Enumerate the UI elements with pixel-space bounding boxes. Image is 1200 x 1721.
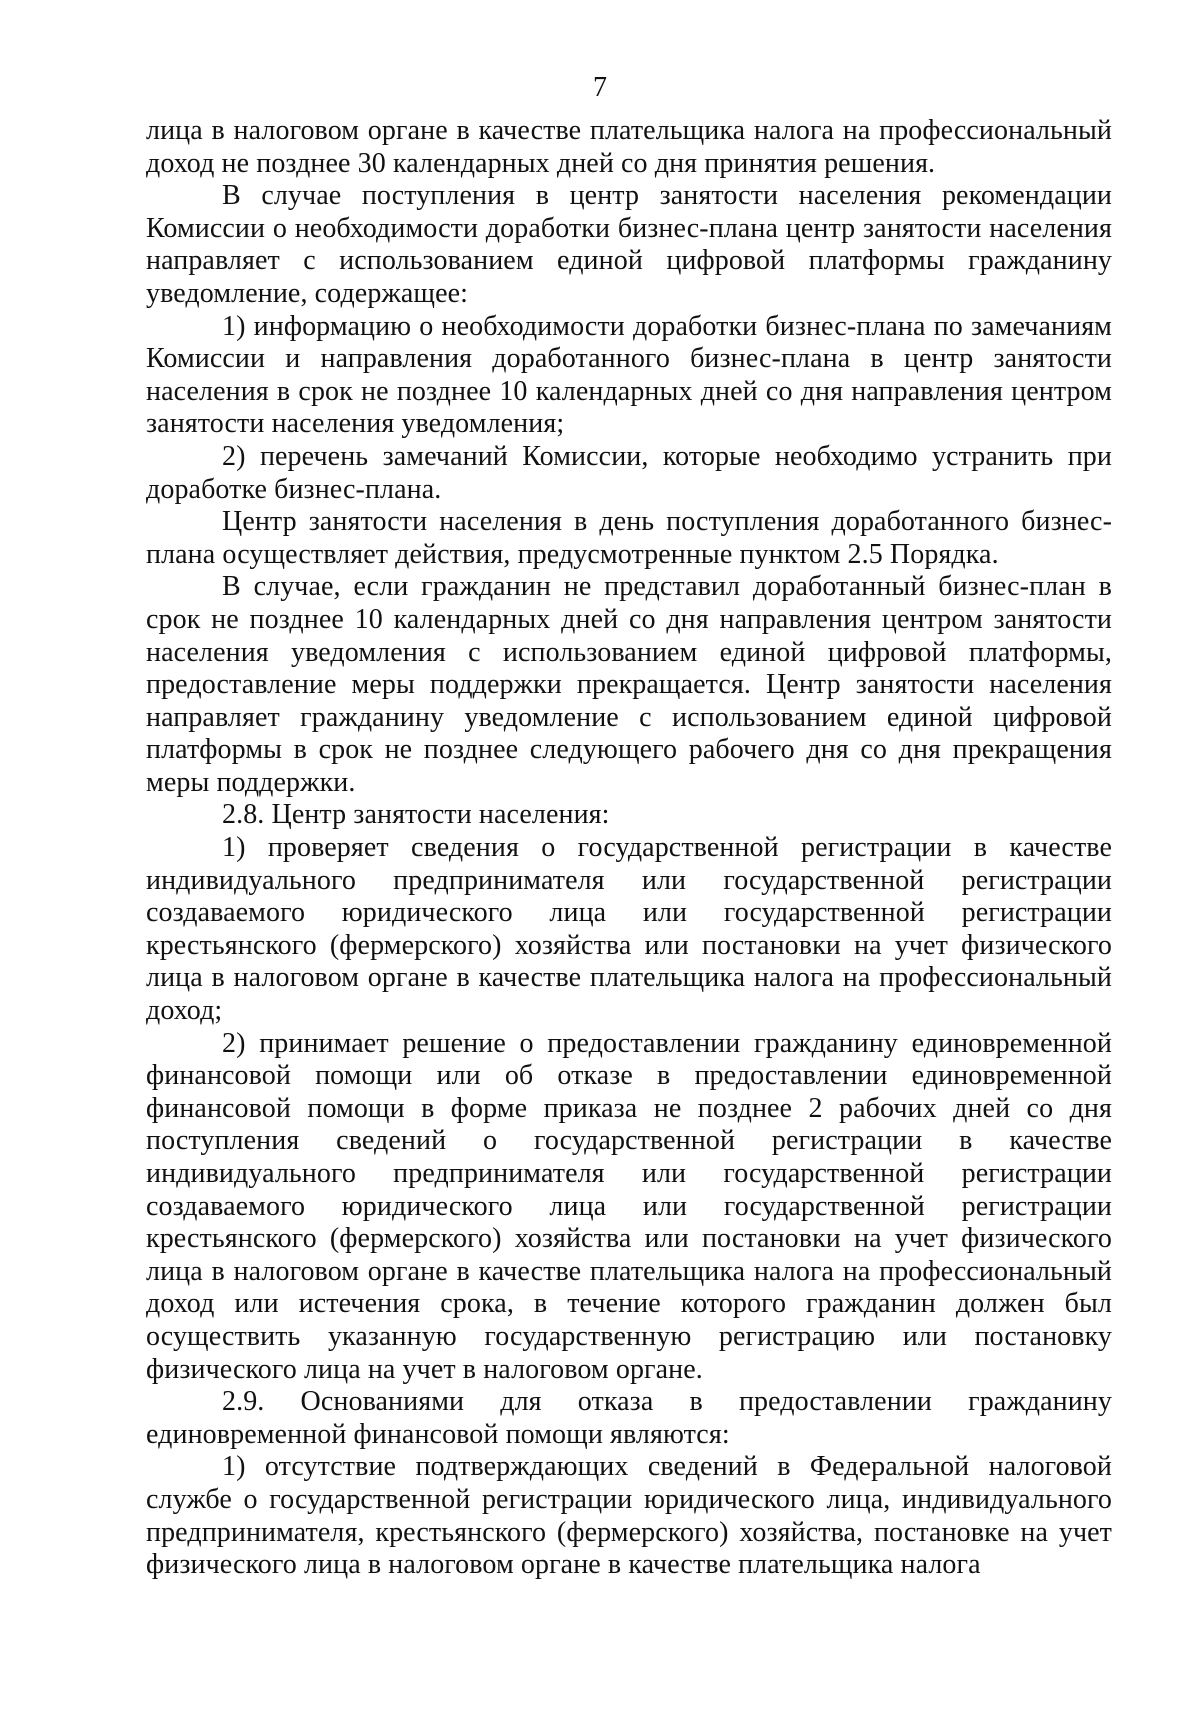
paragraph-revised-plan-action: Центр занятости населения в день поступления доработанного бизнес-плана осуществляет действия, предусмотренные пунктом 2.5 Порядка. [146, 506, 1112, 570]
paragraph-termination: В случае, если гражданин не представил доработанный бизнес-план в срок не позднее 10 календарных дней со дня направления центром занятости населения уведомления с использованием единой цифровой платформы, предоставление меры поддержки прекращается. Центр занятости населения направляет гражданину уведомление с использованием единой цифровой платформы в срок не позднее следующего рабочего дня со дня прекращения меры поддержки. [146, 571, 1112, 798]
paragraph-2-9-item-1: 1) отсутствие подтверждающих сведений в Федеральной налоговой службе о государственной регистрации юридического лица, индивидуального предпринимателя, крестьянского (фермерского) хозяйства, постановке на учет физического лица в налоговом органе в качестве плательщика налога [146, 1451, 1112, 1581]
paragraph-list-item-2: 2) перечень замечаний Комиссии, которые необходимо устранить при доработке бизнес-плана. [146, 440, 1112, 505]
paragraph-revision-notice: В случае поступления в центр занятости населения рекомендации Комиссии о необходимости доработки бизнес-плана центр занятости населения направляет с использованием единой цифровой платформы гражданину уведомление, содержащее: [146, 180, 1112, 309]
paragraph-continuation: лица в налоговом органе в качестве плательщика налога на профессиональный доход не позднее 30 календарных дней со дня принятия решения. [146, 115, 1112, 179]
paragraph-section-2-9: 2.9. Основаниями для отказа в предоставлении гражданину единовременной финансовой помощи являются: [146, 1386, 1112, 1450]
paragraph-section-2-8: 2.8. Центр занятости населения: [222, 799, 610, 831]
paragraph-list-item-1: 1) информацию о необходимости доработки бизнес-плана по замечаниям Комиссии и направления доработанного бизнес-плана в центр занятости населения в срок не позднее 10 календарных дней со дня направления центром занятости населения уведомления; [146, 310, 1112, 440]
document-body [146, 115, 1112, 1582]
page-number: 7 [593, 72, 607, 103]
paragraph-2-8-item-2: 2) принимает решение о предоставлении гражданину единовременной финансовой помощи или об отказе в предоставлении единовременной финансовой помощи в форме приказа не позднее 2 рабочих дней со дня поступления сведений о государственной регистрации в качестве индивидуального предпринимателя или государственной регистрации создаваемого юридического лица или государственной регистрации крестьянского (фермерского) хозяйства или постановки на учет физического лица в налоговом органе в качестве плательщика налога на профессиональный доход или истечения срока, в течение которого гражданин должен был осуществить указанную государственную регистрацию или постановку физического лица на учет в налоговом органе. [146, 1027, 1112, 1385]
paragraph-2-8-item-1: 1) проверяет сведения о государственной регистрации в качестве индивидуального предпринимателя или государственной регистрации создаваемого юридического лица или государственной регистрации крестьянского (фермерского) хозяйства или постановки на учет физического лица в налоговом органе в качестве плательщика налога на профессиональный доход; [146, 832, 1112, 1027]
